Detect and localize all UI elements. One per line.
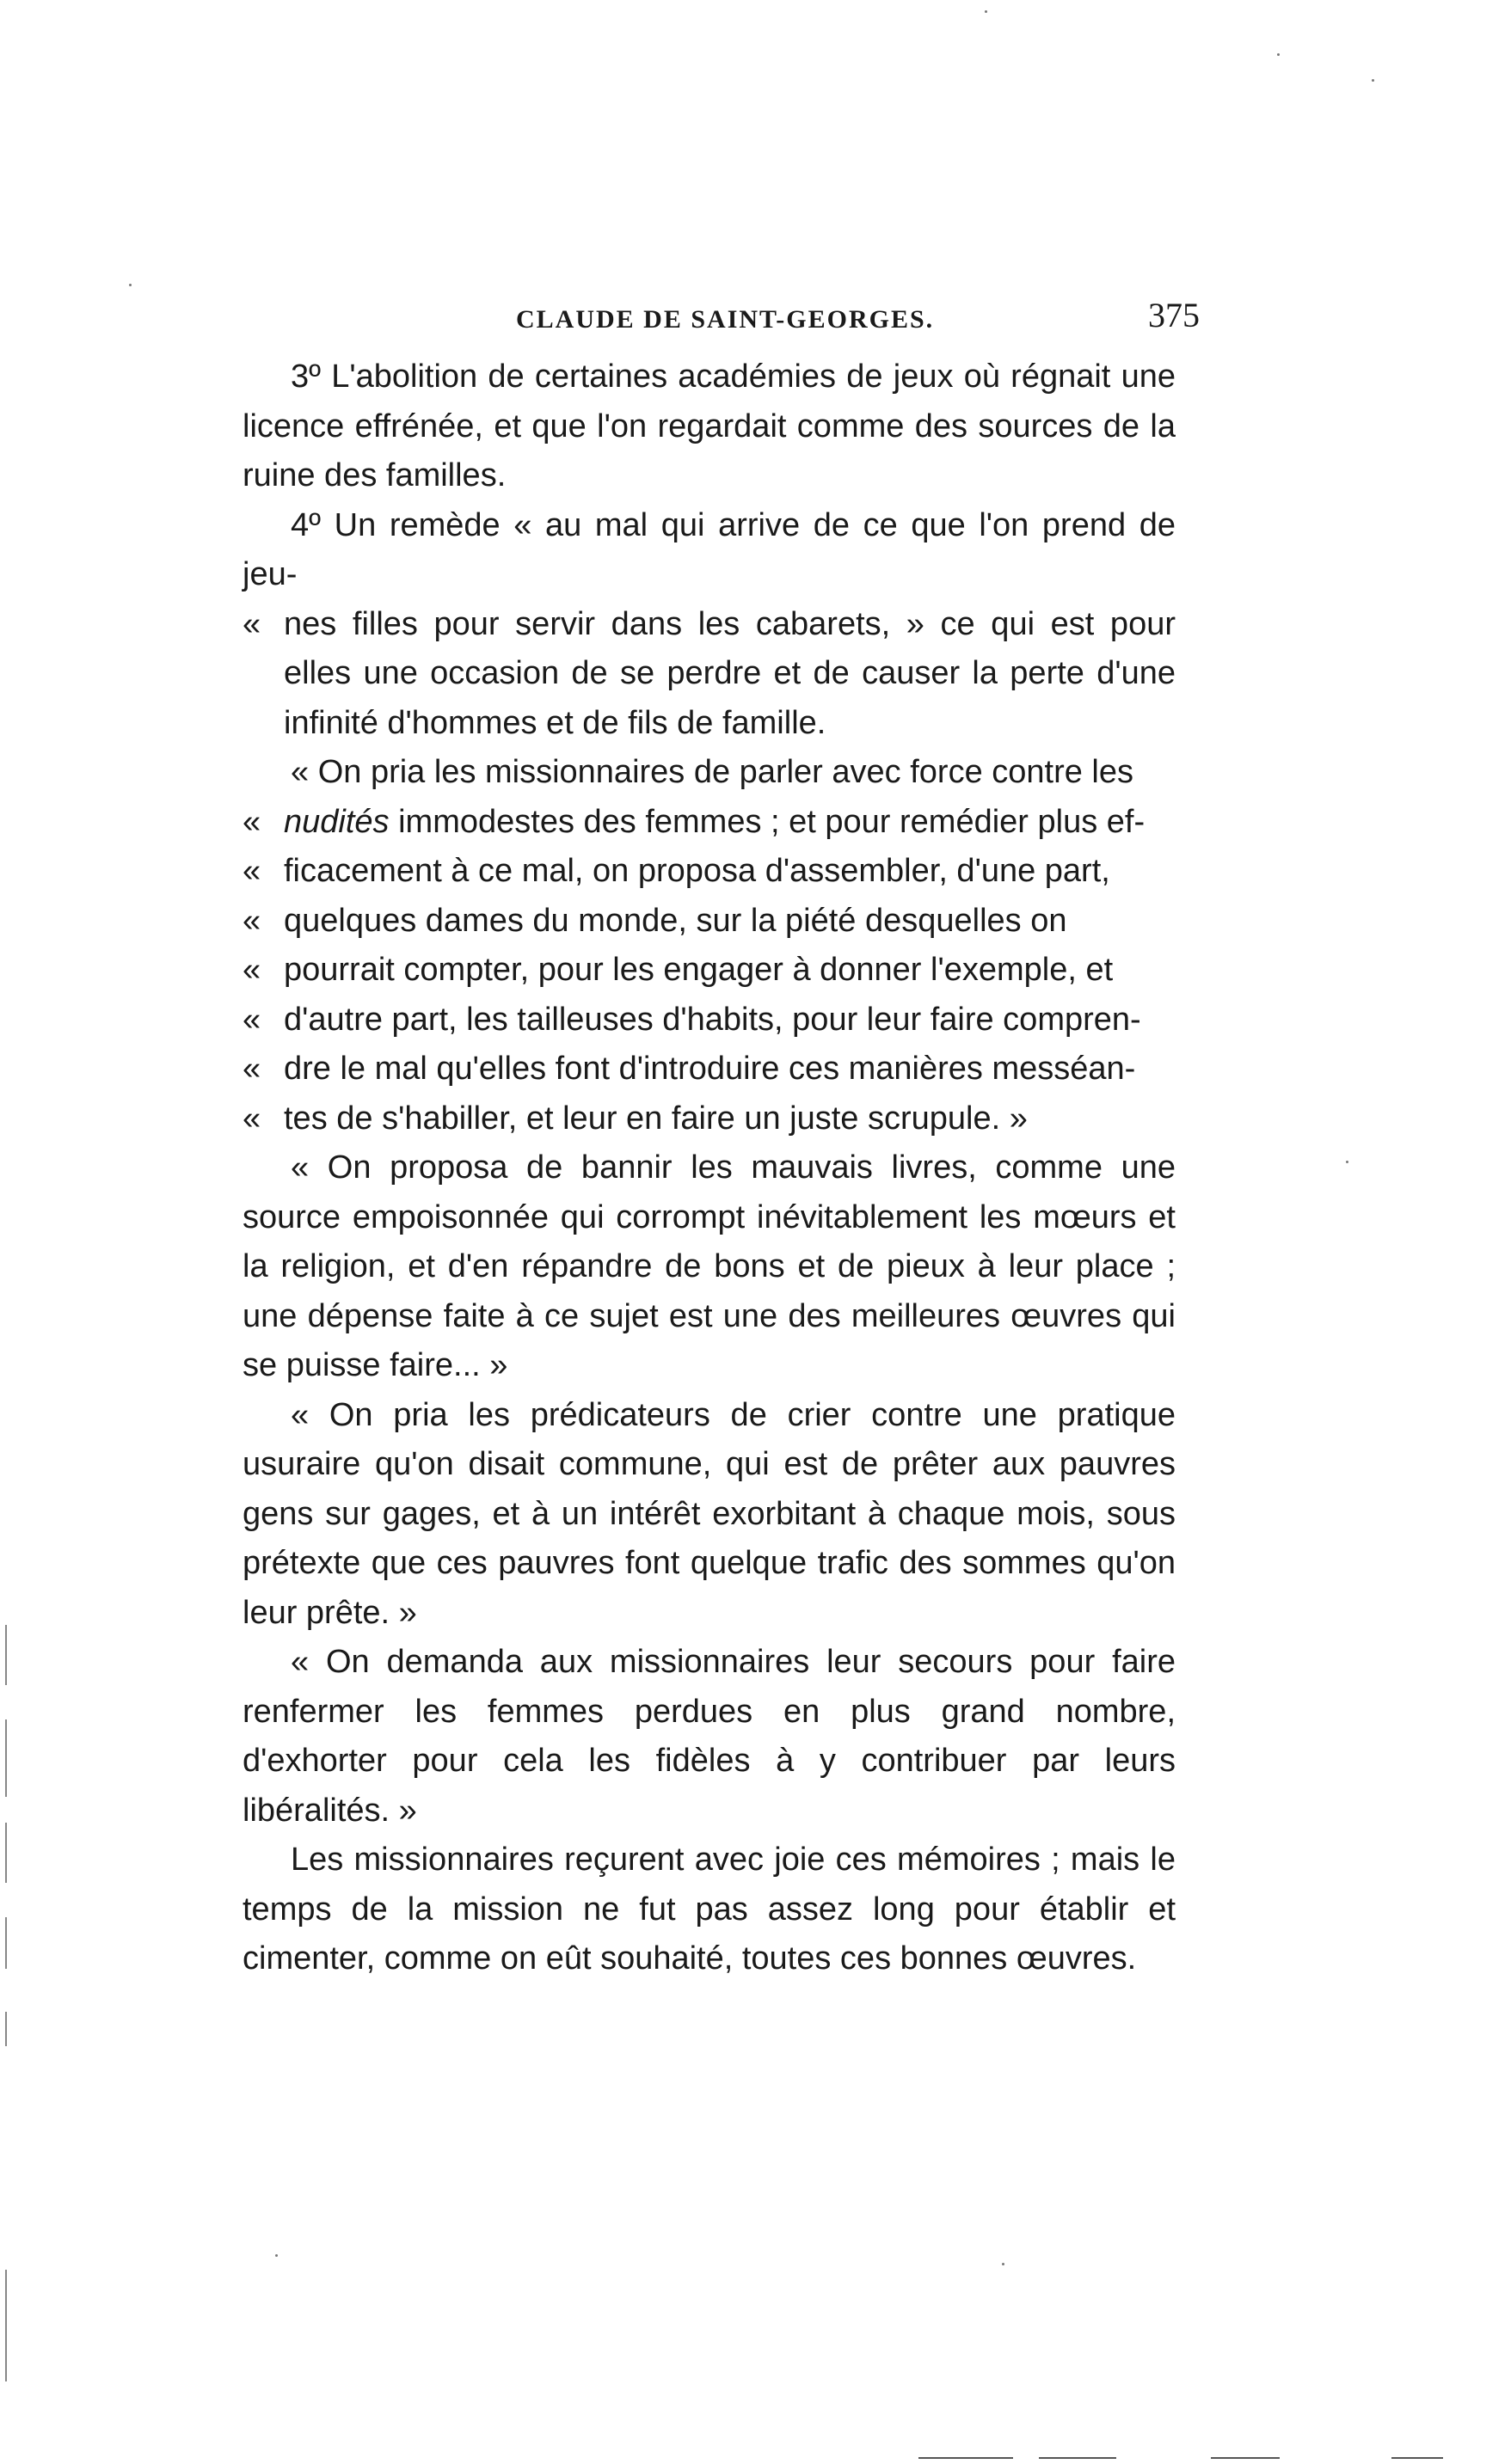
- quoted-line-text: pourrait compter, pour les engager à donner l'exemple, et: [284, 952, 1114, 988]
- quoted-line-text: dre le mal qu'elles font d'introduire ces manières messéan-: [284, 1051, 1136, 1087]
- scan-edge-mark: [5, 1625, 7, 1685]
- scan-edge-mark: [5, 1719, 7, 1797]
- scan-edge-mark: [5, 2270, 7, 2381]
- scan-speck: [129, 284, 132, 286]
- scan-speck: [1277, 53, 1280, 56]
- quoted-line-text: quelques dames du monde, sur la piété desquelles on: [284, 902, 1067, 939]
- quote-mark: «: [243, 1001, 261, 1038]
- quoted-line-text: d'autre part, les tailleuses d'habits, pour leur faire compren-: [284, 1001, 1141, 1038]
- quoted-line-text: immodestes des femmes ; et pour remédier plus ef-: [398, 803, 1146, 840]
- scan-edge-mark: [5, 2012, 7, 2046]
- scan-bottom-rule: [1039, 2457, 1116, 2459]
- paragraph-cabarets-lead: 4º Un remède « au mal qui arrive de ce que l'on prend de jeu-: [243, 506, 1176, 592]
- scan-bottom-rule: [1211, 2457, 1280, 2459]
- quoted-line-text: ficacement à ce mal, on proposa d'assembler, d'une part,: [284, 853, 1110, 889]
- scan-speck: [275, 2254, 278, 2257]
- quote-mark: «: [243, 902, 261, 939]
- paragraph-usury: « On pria les prédicateurs de crier contre une pratique usuraire qu'on disait commune, qui est de prêter aux pauvres gens sur gages, et à un intérêt exorbitant à chaque mois, sous prétexte que ces pauvres font quelque trafic des sommes qu'on leur prête. »: [243, 1396, 1176, 1631]
- quote-mark: «: [243, 853, 261, 889]
- quoted-line: [243, 798, 1176, 848]
- paragraph-conclusion: Les missionnaires reçurent avec joie ces mémoires ; mais le temps de la mission ne fut pas assez long pour établir et cimenter, comme on eût souhaité, toutes ces bonnes œuvres.: [243, 1842, 1176, 1977]
- paragraph-bad-books: « On proposa de bannir les mauvais livres, comme une source empoisonnée qui corrompt inévitablement les mœurs et la religion, et d'en répandre de bons et de pieux à leur place ; une dépense faite à ce sujet est une des meilleures œuvres qui se puisse faire... »: [243, 1149, 1176, 1383]
- scan-edge-mark: [5, 1917, 7, 1969]
- scan-bottom-rule: [918, 2457, 1013, 2459]
- scan-edge-mark: [5, 1823, 7, 1883]
- quoted-line: [243, 1045, 1176, 1094]
- quoted-line-text: tes de s'habiller, et leur en faire un juste scrupule. »: [284, 1100, 1028, 1137]
- quoted-line: [243, 1094, 1176, 1144]
- running-title: CLAUDE DE SAINT-GEORGES.: [516, 305, 935, 334]
- quote-mark: «: [243, 1051, 261, 1087]
- page-number: 375: [1148, 296, 1200, 334]
- paragraph-cabarets-rest: nes filles pour servir dans les cabarets, » ce qui est pour elles une occasion de se perdre et de causer la perte d'une infinité d'hommes et de fils de famille.: [284, 605, 1176, 741]
- paragraph-fallen-women: « On demanda aux missionnaires leur secours pour faire renfermer les femmes perdues en plus grand nombre, d'exhorter pour cela les fidèles à y contribuer par leurs libéralités. »: [243, 1644, 1176, 1829]
- paragraph-cabarets-quoted: [243, 600, 1176, 749]
- running-head: [243, 295, 1200, 346]
- quote-mark: «: [243, 605, 261, 642]
- scan-speck: [1346, 1161, 1348, 1163]
- quote-mark: «: [243, 803, 261, 840]
- scan-speck: [1372, 79, 1374, 82]
- quoted-line: [243, 897, 1176, 947]
- quote-mark: «: [243, 1100, 261, 1137]
- scan-bottom-rule: [1391, 2457, 1443, 2459]
- scan-speck: [1002, 2263, 1004, 2265]
- scan-speck: [985, 10, 987, 13]
- paragraph-missionaries-lead: « On pria les missionnaires de parler avec force contre les: [291, 754, 1134, 790]
- paragraph-abolition-academies: 3º L'abolition de certaines académies de jeux où régnait une licence effrénée, et que l'on regardait comme des sources de la ruine des familles.: [243, 359, 1176, 493]
- body-text: [243, 352, 1176, 1984]
- quote-mark: «: [243, 952, 261, 988]
- quoted-line: [243, 847, 1176, 897]
- quoted-line: [243, 946, 1176, 996]
- italic-word-nudites: nudités: [284, 803, 390, 840]
- quoted-line: [243, 996, 1176, 1045]
